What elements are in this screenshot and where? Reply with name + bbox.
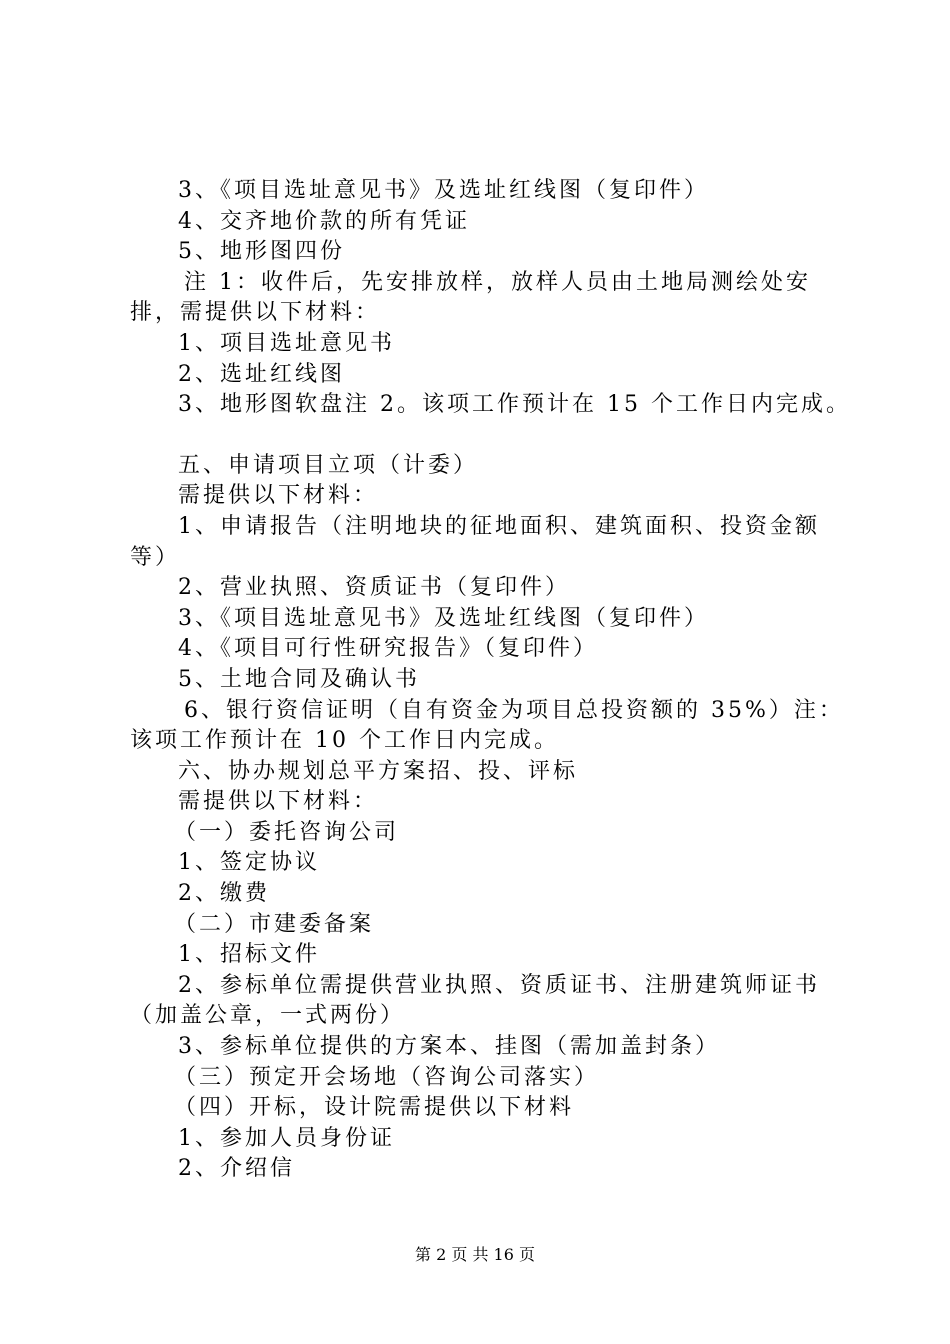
list-item: 2、参标单位需提供营业执照、资质证书、注册建筑师证书 [178, 972, 820, 998]
list-item: 1、项目选址意见书 [178, 330, 395, 356]
list-item: 2、缴费 [178, 881, 270, 907]
section-5-intro: 需提供以下材料： [178, 483, 379, 509]
subsection-heading: （四）开标，设计院需提供以下材料 [174, 1095, 575, 1121]
list-item: 1、参加人员身份证 [178, 1125, 395, 1151]
list-item: 4、《项目可行性研究报告》（复印件） [178, 636, 598, 662]
document-body [130, 176, 851, 1185]
list-item: 2、营业执照、资质证书（复印件） [178, 575, 570, 601]
list-item: 1、签定协议 [178, 850, 320, 876]
subsection-heading: （二）市建委备案 [174, 911, 375, 937]
list-item-continuation: （加盖公章，一式两份） [130, 1003, 406, 1029]
list-item: 1、申请报告（注明地块的征地面积、建筑面积、投资金额 [178, 513, 820, 539]
list-item: 1、招标文件 [178, 942, 320, 968]
list-item: 4、交齐地价款的所有凭证 [178, 208, 470, 234]
list-item-continuation: 该项工作预计在 10 个工作日内完成。 [130, 728, 559, 754]
list-item: 2、选址红线图 [178, 361, 345, 387]
section-6-intro: 需提供以下材料： [178, 789, 379, 815]
list-item: 5、土地合同及确认书 [178, 666, 420, 692]
page-footer: 第 2 页 共 16 页 [415, 1245, 535, 1264]
subsection-heading: （三）预定开会场地（咨询公司落实） [174, 1064, 600, 1090]
section-5-heading: 五、申请项目立项（计委） [178, 452, 479, 478]
list-item: 3、参标单位提供的方案本、挂图（需加盖封条） [178, 1034, 720, 1060]
note-1-first-line: 注 1：收件后，先安排放样，放样人员由土地局测绘处安 [184, 269, 811, 295]
list-item: 3、地形图软盘注 2。该项工作预计在 15 个工作日内完成。 [178, 392, 851, 418]
list-item: 6、银行资信证明（自有资金为项目总投资额的 35%）注： [184, 697, 844, 723]
section-6-heading: 六、协办规划总平方案招、投、评标 [178, 758, 579, 784]
list-item: 3、《项目选址意见书》及选址红线图（复印件） [178, 178, 709, 203]
list-item: 2、介绍信 [178, 1156, 295, 1182]
list-item-continuation: 等） [130, 544, 181, 570]
note-1-continuation: 排，需提供以下材料： [130, 300, 381, 326]
paragraph-gap [130, 421, 832, 451]
list-item: 5、地形图四份 [178, 239, 345, 265]
subsection-heading: （一）委托咨询公司 [174, 819, 400, 845]
list-item: 3、《项目选址意见书》及选址红线图（复印件） [178, 605, 709, 631]
